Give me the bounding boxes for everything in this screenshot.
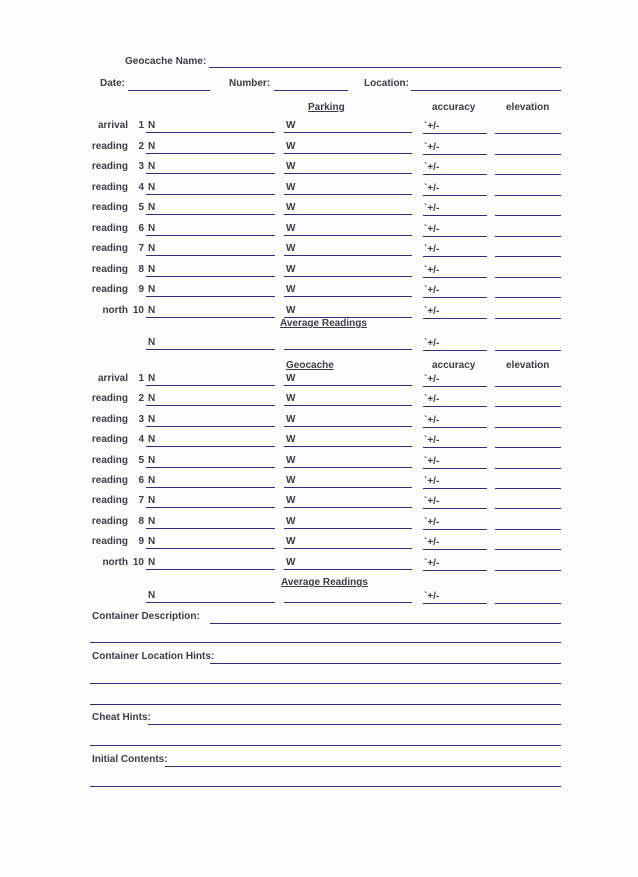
north-prefix: N [148,393,156,404]
initial-contents-line-1[interactable] [165,766,561,767]
elevation-line[interactable] [495,195,561,196]
north-prefix: N [148,516,156,527]
west-prefix: W [286,414,296,425]
accuracy-line[interactable] [423,529,487,530]
north-coordinate-line[interactable] [146,405,275,406]
row-label: reading [91,264,128,275]
container-description-line-1[interactable] [210,623,561,624]
west-coordinate-line[interactable] [284,153,412,154]
west-prefix: W [286,393,296,404]
row-number: 9 [138,284,144,295]
row-label: reading [91,495,128,506]
north-prefix: N [148,223,156,234]
accuracy-line[interactable] [423,236,487,237]
north-prefix: N [148,475,156,486]
west-coordinate-line[interactable] [284,569,412,570]
north-coordinate-line[interactable] [146,214,275,215]
parking-accuracy-header: accuracy [432,102,476,113]
accuracy-line[interactable] [423,154,487,155]
accuracy-line[interactable] [423,447,487,448]
west-coordinate-line[interactable] [284,405,412,406]
row-number: 1 [138,120,144,131]
accuracy-prefix: `+/- [424,394,440,405]
container-location-hints-line-2[interactable] [90,683,561,684]
geocache-elevation-header: elevation [506,360,550,371]
row-number: 4 [138,182,144,193]
accuracy-prefix: `+/- [424,244,440,255]
north-prefix: N [148,161,156,172]
number-label: Number: [229,78,271,89]
west-prefix: W [286,455,296,466]
west-coordinate-line[interactable] [284,528,412,529]
elevation-line[interactable] [495,297,561,298]
north-coordinate-line[interactable] [146,255,275,256]
parking-average-accuracy: `+/- [424,338,440,349]
geocache-average-accuracy: `+/- [424,591,440,602]
accuracy-line[interactable] [423,297,487,298]
north-prefix: N [148,455,156,466]
accuracy-line[interactable] [423,133,487,134]
north-prefix: N [148,243,156,254]
north-coordinate-line[interactable] [146,446,275,447]
row-number: 7 [138,495,144,506]
row-label: reading [91,243,128,254]
accuracy-prefix: `+/- [424,435,440,446]
north-prefix: N [148,284,156,295]
west-prefix: W [286,202,296,213]
accuracy-prefix: `+/- [424,162,440,173]
accuracy-line[interactable] [423,406,487,407]
north-prefix: N [148,557,156,568]
accuracy-prefix: `+/- [424,537,440,548]
row-label: reading [91,516,128,527]
row-label: reading [91,223,128,234]
geocache-accuracy-header: accuracy [432,360,476,371]
west-prefix: W [286,434,296,445]
accuracy-prefix: `+/- [424,517,440,528]
elevation-line[interactable] [495,215,561,216]
container-location-hints-line-1[interactable] [210,663,561,664]
row-label: reading [91,141,128,152]
elevation-line[interactable] [495,318,561,319]
geocache-average-title: Average Readings [281,577,368,588]
row-number: 7 [138,243,144,254]
accuracy-line[interactable] [423,318,487,319]
accuracy-prefix: `+/- [424,496,440,507]
parking-average-n-line[interactable] [146,349,275,350]
elevation-line[interactable] [495,386,561,387]
row-label: reading [91,536,128,547]
elevation-line[interactable] [495,468,561,469]
accuracy-line[interactable] [423,386,487,387]
geocache-title: Geocache [286,360,334,371]
row-number: 4 [138,434,144,445]
west-coordinate-line[interactable] [284,255,412,256]
west-coordinate-line[interactable] [284,426,412,427]
west-prefix: W [286,243,296,254]
accuracy-line[interactable] [423,549,487,550]
accuracy-prefix: `+/- [424,142,440,153]
container-description-label: Container Description: [92,611,200,622]
row-number: 6 [138,475,144,486]
north-prefix: N [148,182,156,193]
row-number: 5 [138,202,144,213]
accuracy-prefix: `+/- [424,476,440,487]
elevation-line[interactable] [495,570,561,571]
row-label: north [102,305,128,316]
accuracy-line[interactable] [423,488,487,489]
parking-average-title: Average Readings [280,318,367,329]
west-prefix: W [286,373,296,384]
row-label: reading [91,393,128,404]
date-line[interactable] [128,90,210,91]
initial-contents-line-2[interactable] [90,786,561,787]
north-coordinate-line[interactable] [146,467,275,468]
elevation-line[interactable] [495,133,561,134]
west-prefix: W [286,161,296,172]
parking-average-elevation-line[interactable] [495,350,561,351]
west-prefix: W [286,120,296,131]
north-coordinate-line[interactable] [146,569,275,570]
west-coordinate-line[interactable] [284,173,412,174]
accuracy-line[interactable] [423,427,487,428]
west-prefix: W [286,141,296,152]
north-coordinate-line[interactable] [146,276,275,277]
north-coordinate-line[interactable] [146,426,275,427]
accuracy-line[interactable] [423,195,487,196]
row-label: reading [91,414,128,425]
north-coordinate-line[interactable] [146,385,275,386]
elevation-line[interactable] [495,549,561,550]
accuracy-line[interactable] [423,570,487,571]
row-number: 2 [138,393,144,404]
west-prefix: W [286,305,296,316]
west-coordinate-line[interactable] [284,235,412,236]
row-number: 1 [138,373,144,384]
geocache-name-line[interactable] [209,67,561,68]
container-location-hints-label: Container Location Hints: [92,651,215,662]
row-number: 6 [138,223,144,234]
elevation-line[interactable] [495,256,561,257]
accuracy-line[interactable] [423,277,487,278]
row-number: 10 [132,557,144,568]
row-number: 9 [138,536,144,547]
west-coordinate-line[interactable] [284,507,412,508]
parking-title: Parking [308,102,345,113]
row-label: north [102,557,128,568]
row-number: 5 [138,455,144,466]
row-label: reading [91,161,128,172]
elevation-line[interactable] [495,154,561,155]
cheat-hints-label: Cheat Hints: [92,712,151,723]
parking-average-accuracy-line[interactable] [423,350,487,351]
accuracy-prefix: `+/- [424,558,440,569]
west-coordinate-line[interactable] [284,446,412,447]
row-number: 10 [132,305,144,316]
accuracy-line[interactable] [423,256,487,257]
date-label: Date: [100,78,126,89]
elevation-line[interactable] [495,488,561,489]
geocache-name-label: Geocache Name: [125,56,207,67]
number-line[interactable] [274,90,348,91]
row-number: 8 [138,516,144,527]
north-prefix: N [148,202,156,213]
row-label: reading [91,434,128,445]
parking-average-n: N [148,337,156,348]
north-coordinate-line[interactable] [146,296,275,297]
accuracy-prefix: `+/- [424,183,440,194]
north-prefix: N [148,120,156,131]
north-coordinate-line[interactable] [146,194,275,195]
west-prefix: W [286,223,296,234]
container-description-line-2[interactable] [90,642,561,643]
accuracy-line[interactable] [423,215,487,216]
west-coordinate-line[interactable] [284,296,412,297]
geocache-average-w-line[interactable] [284,602,412,603]
west-prefix: W [286,475,296,486]
west-prefix: W [286,495,296,506]
north-coordinate-line[interactable] [146,173,275,174]
west-coordinate-line[interactable] [284,467,412,468]
accuracy-prefix: `+/- [424,374,440,385]
location-label: Location: [364,78,409,89]
cheat-hints-line-2[interactable] [90,745,561,746]
west-coordinate-line[interactable] [284,487,412,488]
north-prefix: N [148,264,156,275]
elevation-line[interactable] [495,427,561,428]
north-prefix: N [148,141,156,152]
north-coordinate-line[interactable] [146,132,275,133]
west-coordinate-line[interactable] [284,214,412,215]
north-prefix: N [148,536,156,547]
row-label: reading [91,455,128,466]
parking-average-w-line[interactable] [284,349,412,350]
north-prefix: N [148,373,156,384]
accuracy-line[interactable] [423,468,487,469]
accuracy-prefix: `+/- [424,306,440,317]
accuracy-prefix: `+/- [424,203,440,214]
west-prefix: W [286,264,296,275]
north-coordinate-line[interactable] [146,153,275,154]
accuracy-line[interactable] [423,508,487,509]
west-coordinate-line[interactable] [284,276,412,277]
elevation-line[interactable] [495,406,561,407]
row-label: reading [91,475,128,486]
elevation-line[interactable] [495,236,561,237]
west-prefix: W [286,284,296,295]
west-coordinate-line[interactable] [284,548,412,549]
row-number: 3 [138,414,144,425]
accuracy-prefix: `+/- [424,265,440,276]
north-coordinate-line[interactable] [146,548,275,549]
north-coordinate-line[interactable] [146,528,275,529]
geocache-average-elevation-line[interactable] [495,603,561,604]
row-number: 3 [138,161,144,172]
accuracy-prefix: `+/- [424,285,440,296]
elevation-line[interactable] [495,277,561,278]
initial-contents-label: Initial Contents: [92,754,168,765]
row-label: reading [91,202,128,213]
north-prefix: N [148,434,156,445]
north-prefix: N [148,495,156,506]
accuracy-line[interactable] [423,174,487,175]
north-coordinate-line[interactable] [146,235,275,236]
elevation-line[interactable] [495,508,561,509]
geocache-average-n: N [148,590,156,601]
geocache-average-accuracy-line[interactable] [423,603,487,604]
west-prefix: W [286,516,296,527]
parking-elevation-header: elevation [506,102,550,113]
west-prefix: W [286,536,296,547]
row-label: arrival [97,373,128,384]
row-number: 8 [138,264,144,275]
accuracy-prefix: `+/- [424,456,440,467]
north-prefix: N [148,305,156,316]
row-label: reading [91,182,128,193]
container-location-hints-line-3[interactable] [90,704,561,705]
north-coordinate-line[interactable] [146,507,275,508]
north-coordinate-line[interactable] [146,317,275,318]
elevation-line[interactable] [495,447,561,448]
accuracy-prefix: `+/- [424,121,440,132]
west-coordinate-line[interactable] [284,385,412,386]
row-label: arrival [97,120,128,131]
elevation-line[interactable] [495,529,561,530]
elevation-line[interactable] [495,174,561,175]
row-number: 2 [138,141,144,152]
west-prefix: W [286,557,296,568]
west-coordinate-line[interactable] [284,194,412,195]
north-coordinate-line[interactable] [146,487,275,488]
cheat-hints-line-1[interactable] [148,724,561,725]
location-line[interactable] [411,90,561,91]
west-coordinate-line[interactable] [284,132,412,133]
accuracy-prefix: `+/- [424,224,440,235]
row-label: reading [91,284,128,295]
north-prefix: N [148,414,156,425]
west-prefix: W [286,182,296,193]
accuracy-prefix: `+/- [424,415,440,426]
geocache-average-n-line[interactable] [146,602,275,603]
